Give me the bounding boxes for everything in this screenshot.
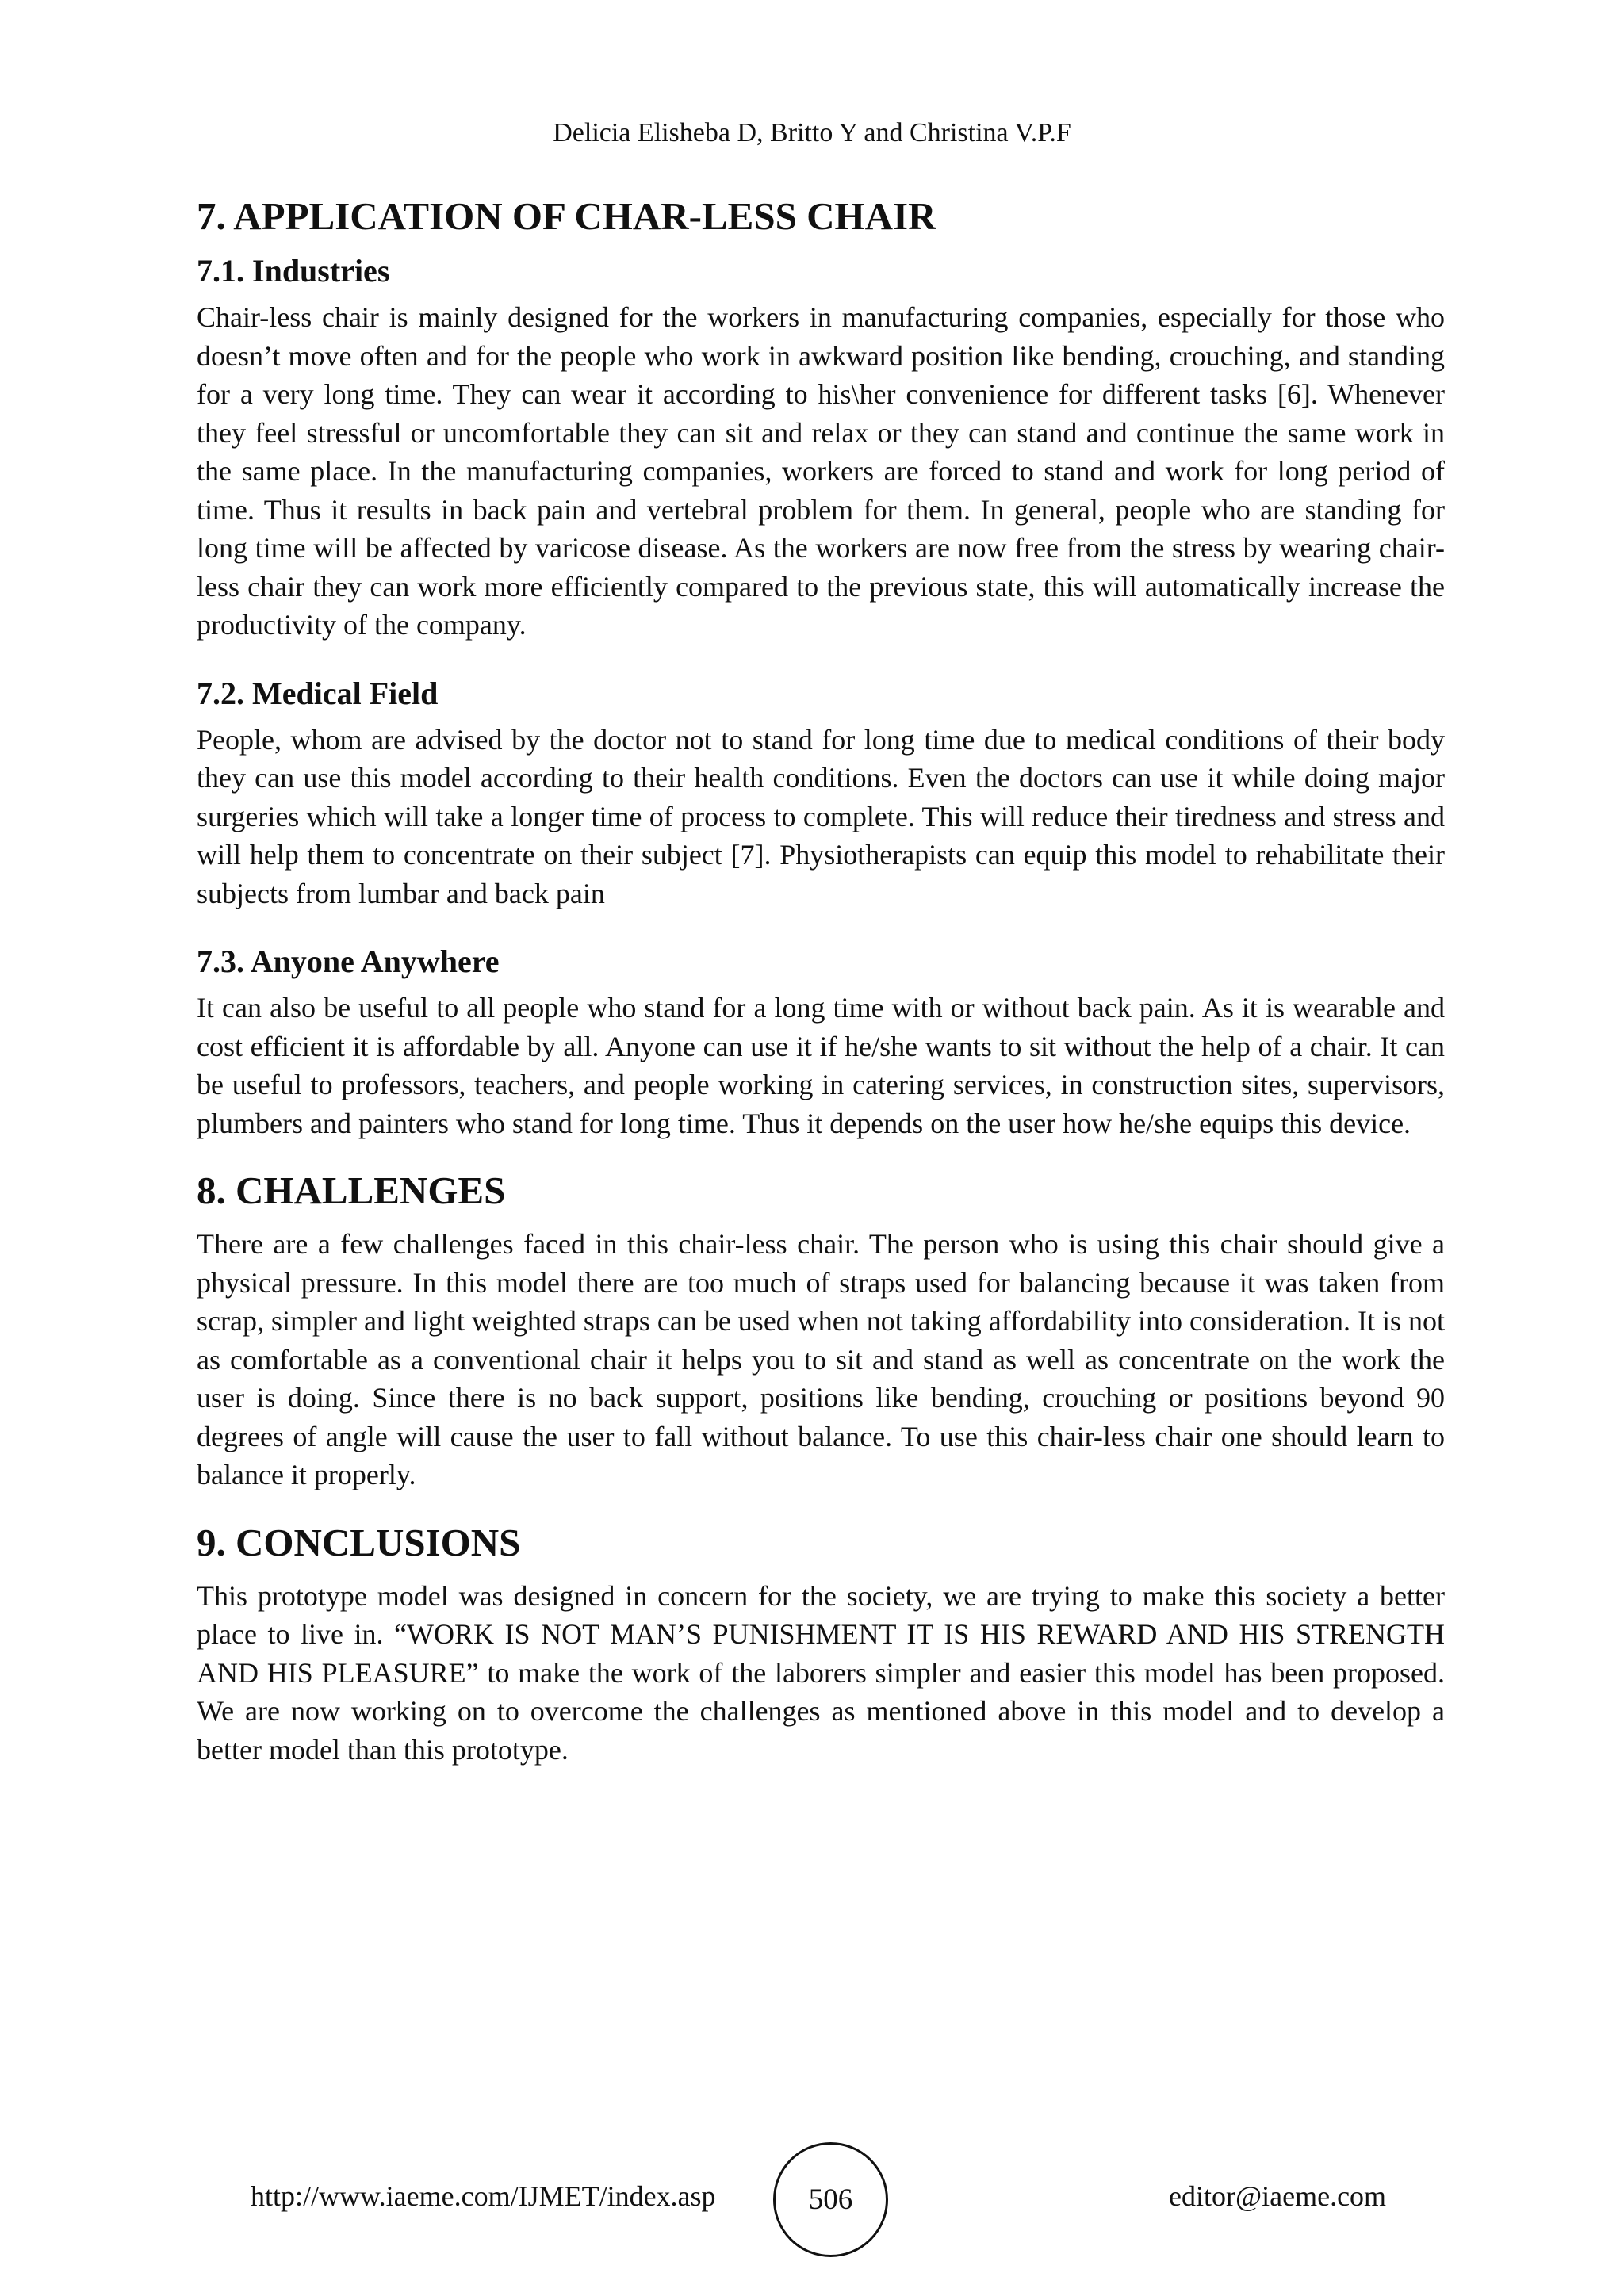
article-body — [197, 192, 1445, 1769]
section-8-title: 8. CHALLENGES — [197, 1169, 506, 1212]
footer-url-link[interactable]: http://www.iaeme.com/IJMET/index.asp — [251, 2180, 716, 2212]
section-9-text: This prototype model was designed in concern for the society, we are trying to make this society a better place to live in. “WORK IS NOT MAN’S PUNISHMENT IT IS HIS REWARD AND HIS STRENGTH AND HIS PLEASURE” to make the work of the laborers simpler and easier this model has been proposed. We are now working on to overcome the challenges as mentioned above in this model and to develop a better model than this prototype. — [197, 1579, 1445, 1766]
section-8-text: There are a few challenges faced in this chair-less chair. The person who is using this chair should give a physical pressure. In this model there are too much of straps used for balancing because it was taken from scrap, simpler and light weighted straps can be used when not taking affordability into consideration. It is not as comfortable as a conventional chair it helps you to sit and stand as well as concentrate on the work the user is doing. Since there is no back support, positions like bending, crouching or positions beyond 90 degrees of angle will cause the user to fall without balance. To use this chair-less chair one should learn to balance it properly. — [197, 1228, 1445, 1490]
section-9-title: 9. CONCLUSIONS — [197, 1520, 521, 1564]
footer-email-link[interactable]: editor@iaeme.com — [1169, 2180, 1387, 2212]
section-7-title: 7. APPLICATION OF CHAR-LESS CHAIR — [197, 194, 936, 238]
section-7-2-text: People, whom are advised by the doctor not to stand for long time due to medical conditions of their body they can use this model according to their health conditions. Even the doctors can use it while doing major surgeries which will take a longer time of process to complete. This will reduce their tiredness and stress and will help them to concentrate on their subject [7]. Physiotherapists can equip this model to rehabilitate their subjects from lumbar and back pain — [197, 723, 1445, 909]
running-header: Delicia Elisheba D, Britto Y and Christina V.P.F — [553, 118, 1071, 147]
section-7-1-text: Chair-less chair is mainly designed for the workers in manufacturing companies, especially for those who doesn’t move often and for the people who work in awkward position like bending, crouching, and standing for a very long time. They can wear it according to his\her convenience for different tasks [6]. Whenever they feel stressful or uncomfortable they can sit and relax or they can stand and continue the same work in the same place. In the manufacturing companies, workers are forced to stand and work for long period of time. Thus it results in back pain and vertebral problem for them. In general, people who are standing for long time will be affected by varicose disease. As the workers are now free from the stress by wearing chair-less chair they can work more efficiently compared to the previous state, this will automatically increase the productivity of the company. — [197, 301, 1445, 641]
section-7-2-title: 7.2. Medical Field — [197, 675, 439, 711]
page-footer — [0, 2142, 1624, 2269]
page-number: 506 — [773, 2142, 888, 2257]
section-7-3-text: It can also be useful to all people who stand for a long time with or without back pain. As it is wearable and cost efficient it is affordable by all. Anyone can use it if he/she wants to sit without the help of a chair. It can be useful to professors, teachers, and people working in catering services, in construction sites, supervisors, plumbers and painters who stand for long time. Thus it depends on the user how he/she equips this device. — [197, 992, 1445, 1139]
section-7-1-title: 7.1. Industries — [197, 253, 390, 289]
section-7-3-title: 7.3. Anyone Anywhere — [197, 943, 500, 979]
